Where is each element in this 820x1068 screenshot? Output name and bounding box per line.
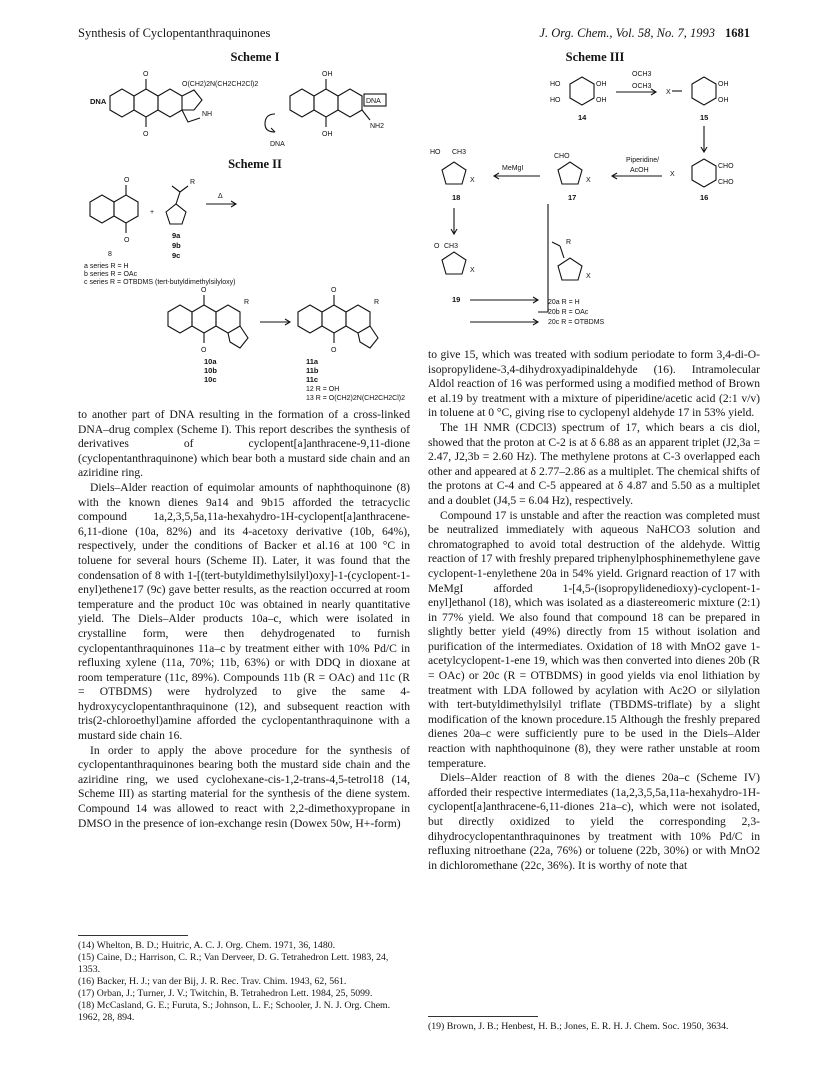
naphthoquinone-structure xyxy=(90,185,138,233)
c19-x: X xyxy=(470,267,475,274)
scheme-3-figure xyxy=(430,66,760,342)
compound-10b: 10b xyxy=(204,366,217,375)
right-footnotes xyxy=(428,1021,760,1033)
scheme-1-figure xyxy=(90,66,390,156)
c18-ch3: CH3 xyxy=(452,149,467,156)
compound-13: 13 R = O(CH2)2N(CH2CH2Cl)2 xyxy=(306,395,405,402)
footnote-17: (17) Orban, J.; Turner, J. V.; Twitchin, B. Tetrahedron Lett. 1984, 25, 5099. xyxy=(78,988,373,999)
c14-ho-2: HO xyxy=(550,97,561,104)
scheme-1-dna-box: DNA xyxy=(366,98,381,105)
c15-x: X xyxy=(666,89,671,96)
diene-r-label: R xyxy=(190,179,196,186)
right-footnote-rule xyxy=(428,1016,538,1017)
compound-17-structure xyxy=(558,162,582,184)
c18-ho: HO xyxy=(430,149,441,156)
compound-20a: 20a R = H xyxy=(548,299,580,306)
scheme-1-o-top: O xyxy=(143,71,149,78)
left-footnote-rule xyxy=(78,935,188,936)
footnote-19: (19) Brown, J. B.; Henbest, H. B.; Jones, E. R. H. J. Chem. Soc. 1950, 3634. xyxy=(428,1021,729,1032)
footnote-18: (18) McCasland, G. E.; Furuta, S.; Johnson, L. F.; Schooler, J. N. J. Org. Chem. 1962, 28, 894. xyxy=(78,1000,391,1023)
compound-11b: 11b xyxy=(306,366,319,375)
journal-citation xyxy=(539,26,750,41)
page-number: 1681 xyxy=(725,26,750,40)
compound-10-structure xyxy=(168,295,248,348)
scheme-1-dna-label: DNA xyxy=(90,97,107,106)
compound-16-structure xyxy=(692,159,716,187)
arrow-17-20 xyxy=(538,204,548,312)
running-head: Synthesis of Cyclopentanthraquinones xyxy=(78,26,271,40)
c20-r: R xyxy=(566,239,572,246)
diene-9c: 9c xyxy=(172,251,181,260)
right-column-text xyxy=(428,348,760,873)
scheme-2-arrow-2 xyxy=(260,319,290,325)
c19-ch3: CH3 xyxy=(444,243,459,250)
series-c: c series R = OTBDMS (tert-butyldimethylsilyloxy) xyxy=(84,279,236,286)
c11-r: R xyxy=(374,299,380,306)
compound-11-structure xyxy=(298,295,378,348)
scheme-2-arrow-1 xyxy=(206,201,236,207)
c15-oh-1: OH xyxy=(718,81,729,88)
compound-11a: 11a xyxy=(306,357,319,366)
reagent-memgi: MeMgI xyxy=(502,165,524,172)
right-paragraph-4: Diels–Alder reaction of 8 with the dienes 20a–c (Scheme IV) afforded their respective intermediates (1a,2,3,5,5a,11a-hexahydro-1H-cyclopent[a]anthracene-6,11-diones 21a–c), which were not isolated, but directly oxidized to yield the corresponding 2,3-dihydrocyclopentanthraquinones by treatment with 10% Pd/C in refluxing nitroethane (22a, 76%) or toluene (22b, 30%) or with MnO2 in dichloromethane (22c, 36%). It is worthy of note that xyxy=(428,771,760,872)
scheme-1-arrow-dna: DNA xyxy=(270,141,285,148)
compound-19-label: 19 xyxy=(452,295,461,304)
reagent-acoh: AcOH xyxy=(630,167,649,174)
c14-oh-1: OH xyxy=(596,81,607,88)
footnote-14: (14) Whelton, B. D.; Huitric, A. C. J. Org. Chem. 1971, 36, 1480. xyxy=(78,940,336,951)
diene-structure xyxy=(166,186,188,224)
c16-cho-2: CHO xyxy=(718,179,734,186)
plus-sign: + xyxy=(150,209,155,216)
c17-cho: CHO xyxy=(554,153,570,160)
arrow-19-20a xyxy=(470,297,538,303)
compound-14-structure xyxy=(570,77,594,105)
c10-o-bottom: O xyxy=(201,347,207,354)
scheme-1-oh-top: OH xyxy=(322,71,333,78)
compound-14-label: 14 xyxy=(578,113,587,122)
right-paragraph-1: to give 15, which was treated with sodium periodate to form 3,4-di-O-isopropylidene-3,4-dihydroxyadipinaldehyde (16). Intramolecular Aldol reaction of 16 was performed using a modified method of Brown et al.19 by treatment with a mixture of piperidine/acetic acid (2:1 v/v) in toluene at 0 °C, giving rise to cyclopenyl aldehyde 17 in 53% yield. xyxy=(428,348,760,420)
journal-name: J. Org. Chem., Vol. 58, No. 7, 1993 xyxy=(539,26,715,40)
c11-o-top: O xyxy=(331,287,337,294)
left-paragraph-2: Diels–Alder reaction of equimolar amounts of naphthoquinone (8) with the known dienes 9a14 and 9b15 afforded the tetracyclic compound 1a,2,3,5,5a,11a-hexahydro-1H-cyclopent[a]anthracene-6,11-dione (10a, 82%) and its 4-acetoxy derivative (10b, 64%), respectively, under the conditions of Backer et al.16 at 100 °C in toluene for several hours (Scheme II). Later, it was found that the condensation of 8 with 1-[(tert-butyldimethylsilyl)oxy]-1-(cyclopent-1-enyl)ethene17 (9c) gave better results, as the reaction occurred at room temperature and the product 10c was obtained in nearly quantitative yield. The Diels–Alder products 10a–c, which were isolated in crystalline form, were then dehydrogenated to furnish cyclopentanthraquinones 11a–c by treatment either with 10% Pd/C in refluxing xylene (11a, 70%; 11b, 63%) or with DDQ in dioxane at room temperature (11c, 89%). Compounds 11b (R = OAc) and 11c (R = OTBDMS) were hydrolyzed to give the same 4-hydroxycyclopentanthraquinone (12), and subsequent reaction with tris(2-chloroethyl)amine afforded the cyclopentanthraquinone with a mustard side chain 16. xyxy=(78,480,410,743)
series-b: b series R = OAc xyxy=(84,271,138,278)
arrow-17-18 xyxy=(494,173,540,179)
c19-o: O xyxy=(434,243,440,250)
reagent-piperidine: Piperidine/ xyxy=(626,157,660,164)
compound-17-label: 17 xyxy=(568,193,577,202)
left-paragraph-3: In order to apply the above procedure for the synthesis of cyclopentanthraquinones bearing both the mustard side chain and the aziridine ring, we used cyclohexane-cis-1,2-trans-4,5-tetrol18 (14, Scheme III) as starting material for the synthesis of the diene system. Compound 14 was allowed to react with 2,2-dimethoxypropane in DMSO in the presence of ion-exchange resin (Dowex 50w, H+-form) xyxy=(78,743,410,830)
nq-o-top: O xyxy=(124,177,130,184)
c17-x: X xyxy=(586,177,591,184)
c20-x: X xyxy=(586,273,591,280)
compound-18-label: 18 xyxy=(452,193,461,202)
right-paragraph-3: Compound 17 is unstable and after the reaction was completed must be neutralized immediately with aqueous NaHCO3 solution and chromatographed to avoid total destruction of the aldehyde. Wittig reaction of 17 with freshly prepared triphenylphosphinemethylene gave cyclopent-1-enylethene 20a in 54% yield. Grignard reaction of 17 with MeMgI afforded 1-[4,5-(isopropylidenedioxy)-cyclopent-1-enyl]ethanol (18), which was isolated as a diastereomeric mixture (2:1) in 77% yield. We also found that compound 18 can be prepared in slightly better yield (49%) directly from 15 without isolation and purification of the intermediates. Oxidation of 18 with MnO2 gave 1-acetylcyclopent-1-ene 19, which was then converted into dienes 20b (R = OAc) or 20c (R = OTBDMS) in good yields via enol lithiation by treatment with LDA followed by acylation with Ac2O or silylation with tert-butyldimethylsilyl triflate (TBDMS-triflate) by a slight modification of the known procedure.15 Although the freshly prepared dienes 20a–c were sufficiently pure to be used in the Diels–Alder reaction with naphthoquinone (8), they were rather unstable at room temperature. xyxy=(428,508,760,770)
c10-o-top: O xyxy=(201,287,207,294)
footnote-15: (15) Caine, D.; Harrison, C. R.; Van Derveer, D. G. Tetrahedron Lett. 1983, 24, 1353. xyxy=(78,952,389,975)
scheme-1-o-bottom: O xyxy=(143,131,149,138)
scheme-1-nh2: NH2 xyxy=(370,123,385,130)
compound-20c: 20c R = OTBDMS xyxy=(548,319,605,326)
left-paragraph-1: to another part of DNA resulting in the formation of a cross-linked DNA–drug complex (Scheme I). This report describes the synthesis of derivatives of cyclopent[a]anthracene-9,11-dione (cyclopentanthraquinone) which bear both a mustard side chain and an aziridine ring. xyxy=(78,408,410,480)
c15-oh-2: OH xyxy=(718,97,729,104)
c14-oh-2: OH xyxy=(596,97,607,104)
reagent-och3-2: OCH3 xyxy=(632,83,652,90)
compound-16-label: 16 xyxy=(700,193,709,202)
series-a: a series R = H xyxy=(84,263,129,270)
compound-20b: 20b R = OAc xyxy=(548,309,589,316)
compound-11c: 11c xyxy=(306,375,319,384)
compound-20-structure xyxy=(552,242,582,280)
right-paragraph-2: The 1H NMR (CDCl3) spectrum of 17, which bears a cis diol, showed that the proton at C-2 is at δ 6.88 as an apparent triplet (J2,3a = 2.47, J2,3b = 2.60 Hz). The methylene protons at C-3 overlapped each other and appeared at δ 2.77–2.86 as a multiplet. The chemical shifts of the protons at C-4 and C-5 appeared at δ 4.87 and 5.50 as a multiplet and a doublet (J4,5 = 6.04 Hz), respectively. xyxy=(428,420,760,507)
c14-ho-1: HO xyxy=(550,81,561,88)
c10-r: R xyxy=(244,299,250,306)
scheme-1-title: Scheme I xyxy=(230,50,280,64)
c11-o-bottom: O xyxy=(331,347,337,354)
scheme-1-nh: NH xyxy=(202,111,213,118)
scheme-1-oh-bottom: OH xyxy=(322,131,333,138)
compound-10c: 10c xyxy=(204,375,217,384)
arrow-15-16 xyxy=(701,126,707,152)
nq-o-bottom: O xyxy=(124,237,130,244)
compound-15-structure xyxy=(672,77,716,105)
scheme-1-arrow xyxy=(265,114,275,132)
c18-x: X xyxy=(470,177,475,184)
scheme-3-title: Scheme III xyxy=(565,50,625,64)
c16-x: X xyxy=(670,171,675,178)
arrow-19-20b xyxy=(470,319,538,325)
arrow-18-19 xyxy=(451,208,457,234)
left-column-text xyxy=(78,408,410,831)
compound-8-label: 8 xyxy=(108,251,112,258)
left-footnotes xyxy=(78,940,410,1024)
reagent-och3-1: OCH3 xyxy=(632,71,652,78)
delta-label: Δ xyxy=(218,193,223,200)
scheme-2-title: Scheme II xyxy=(228,157,282,171)
diene-9b: 9b xyxy=(172,241,181,250)
compound-12: 12 R = OH xyxy=(306,386,340,393)
compound-19-structure xyxy=(442,252,466,274)
compound-15-label: 15 xyxy=(700,113,709,122)
compound-18-structure xyxy=(442,162,466,184)
footnote-16: (16) Backer, H. J.; van der Bij, J. R. Rec. Trav. Chim. 1943, 62, 561. xyxy=(78,976,347,987)
scheme-2-figure xyxy=(84,172,404,404)
c16-cho-1: CHO xyxy=(718,163,734,170)
scheme-1-chain: O(CH2)2N(CH2CH2Cl)2 xyxy=(182,81,259,88)
compound-10a: 10a xyxy=(204,357,217,366)
diene-9a: 9a xyxy=(172,231,181,240)
